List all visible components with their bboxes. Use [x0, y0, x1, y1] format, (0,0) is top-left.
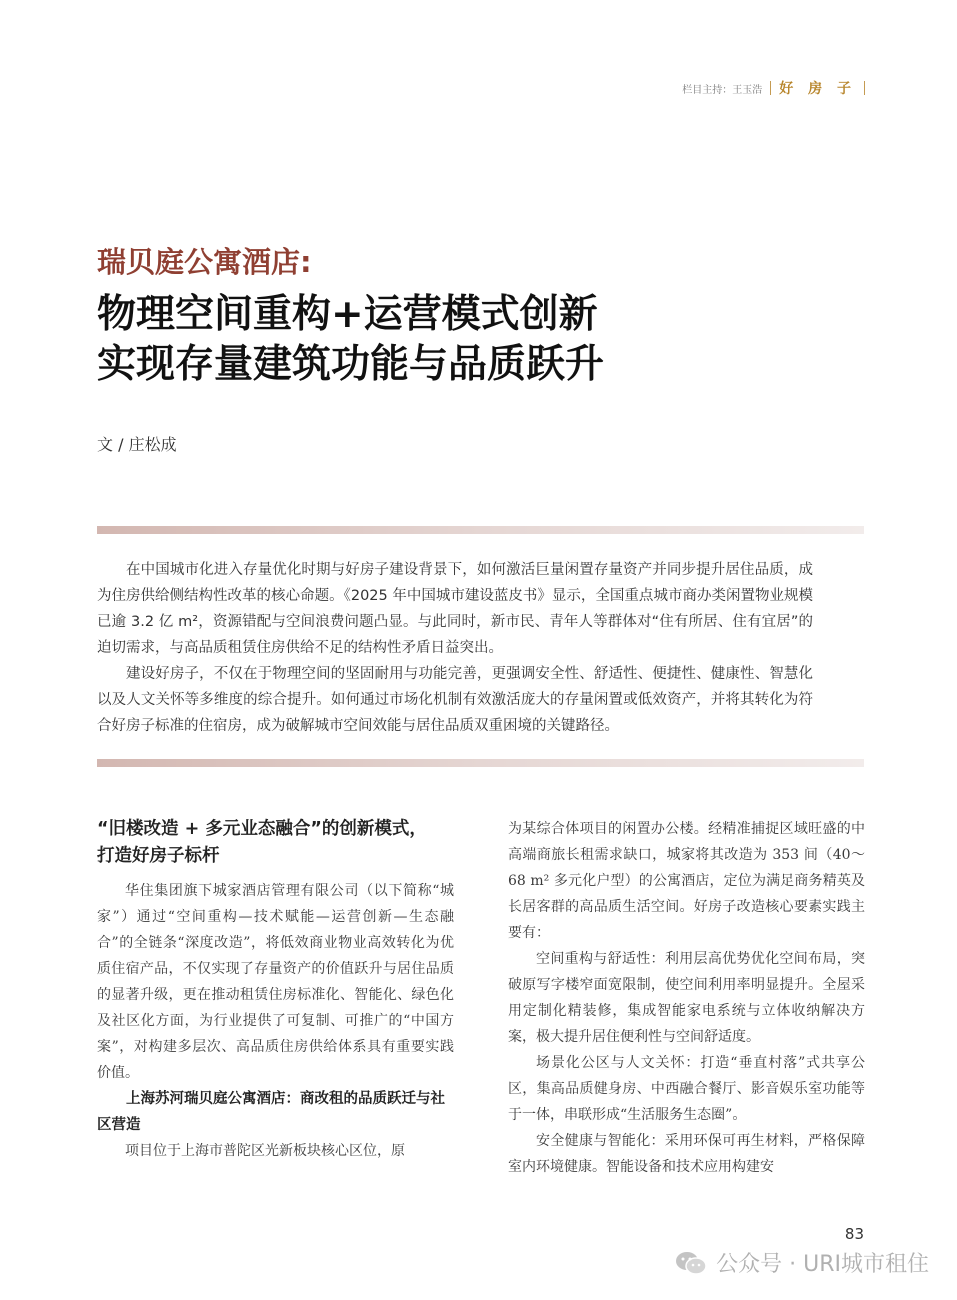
practice-item-label: 空间重构与舒适性：: [536, 951, 665, 967]
practice-item: [508, 1050, 865, 1128]
column-host: 栏目主持：王玉浩: [682, 84, 763, 96]
practice-item-text: 利用层高优势优化空间布局，突破原写字楼窄面宽限制，使空间利用率明显提升。全屋采用定制化精装修，集成智能家电系统与立体收纳解决方案，极大提升居住便利性与空间舒适度。: [508, 951, 866, 1045]
practice-item-text: 采用环保可再生材料，严格保障室内环境健康。智能设备和技术应用构建安: [508, 1133, 866, 1175]
abstract-paragraph-2: 建设好房子，不仅在于物理空间的坚固耐用与功能完善，更强调安全性、舒适性、便捷性、健康性、智慧化以及人文关怀等多维度的综合提升。如何通过市场化机制有效激活庞大的存量闲置或低效资产，并将其转化为符合好房子标准的住宿房，成为破解城市空间效能与居住品质双重困境的关键路径。: [97, 666, 813, 734]
wechat-icon: [674, 1250, 708, 1276]
body-paragraph: 为某综合体项目的闲置办公楼。经精准捕捉区域旺盛的中高端商旅长租需求缺口，城家将其改造为 353 间（40～68 m² 多元化户型）的公寓酒店，定位为满足商务精英及长居客群的高品质生活空间。好房子改造核心要素实践主要有：: [508, 821, 865, 941]
body-paragraph: 项目位于上海市普陀区光新板块核心区位，原: [125, 1143, 405, 1159]
page-number: 83: [844, 1225, 864, 1243]
right-column: [508, 816, 865, 1180]
practice-item-text: 打造“垂直村落”式共享公区，集高品质健身房、中西融合餐厅、影音娱乐室功能等于一体，串联形成“生活服务生态圈”。: [508, 1055, 865, 1123]
practice-item-label: 安全健康与智能化：: [536, 1133, 665, 1149]
article-subtitle: 瑞贝庭公寓酒店:: [97, 245, 312, 279]
body-paragraph: 华住集团旗下城家酒店管理有限公司（以下简称“城家”）通过“空间重构—技术赋能—运营创新—生态融合”的全链条“深度改造”，将低效商业物业高效转化为优质住宿产品，不仅实现了存量资产的价值跃升与居住品质的显著升级，更在推动租赁住房标准化、智能化、绿色化及社区化方面，为行业提供了可复制、可推广的“中国方案”，对构建多层次、高品质住房供给体系具有重要实践价值。: [97, 883, 454, 1081]
abstract: [97, 557, 813, 739]
section-heading-line-2: 打造好房子标杆: [97, 846, 220, 866]
article-author: 文 / 庄松成: [97, 435, 177, 454]
title-line-1: 物理空间重构+运营模式创新: [97, 292, 598, 337]
header-divider: [770, 81, 771, 95]
case-subheading: 上海苏河瑞贝庭公寓酒店：商改租的品质跃迁与社区营造: [97, 1091, 445, 1133]
watermark-text: 公众号 · URI城市租住: [716, 1252, 929, 1277]
practice-item-label: 场景化公区与人文关怀：: [536, 1055, 701, 1071]
abstract-paragraph-1: 在中国城市化进入存量优化时期与好房子建设背景下，如何激活巨量闲置存量资产并同步提升居住品质，成为住房供给侧结构性改革的核心命题。《2025 年中国城市建设蓝皮书》显示，全国重点城市商办类闲置物业规模已逾 3.2 亿 m²，资源错配与空间浪费问题凸显。与此同时，新市民、青年人等群体对“住有所居、住有宜居”的迫切需求，与高品质租赁住房供给不足的结构性矛盾日益突出。: [97, 562, 813, 656]
section-heading-line-1: “旧楼改造 + 多元业态融合”的创新模式，: [97, 819, 427, 839]
header-divider-end: [864, 81, 865, 95]
title-line-2: 实现存量建筑功能与品质跃升: [97, 342, 605, 387]
abstract-bottom-rule: [97, 759, 864, 767]
column-header: [682, 78, 865, 98]
column-name: 好 房 子: [779, 81, 856, 97]
abstract-top-rule: [97, 526, 864, 534]
practice-item: [508, 1128, 865, 1180]
article-title: [97, 290, 857, 390]
left-column: [97, 816, 454, 1164]
section-heading: [97, 816, 454, 870]
practice-item: [508, 946, 865, 1050]
watermark: [674, 1247, 929, 1278]
